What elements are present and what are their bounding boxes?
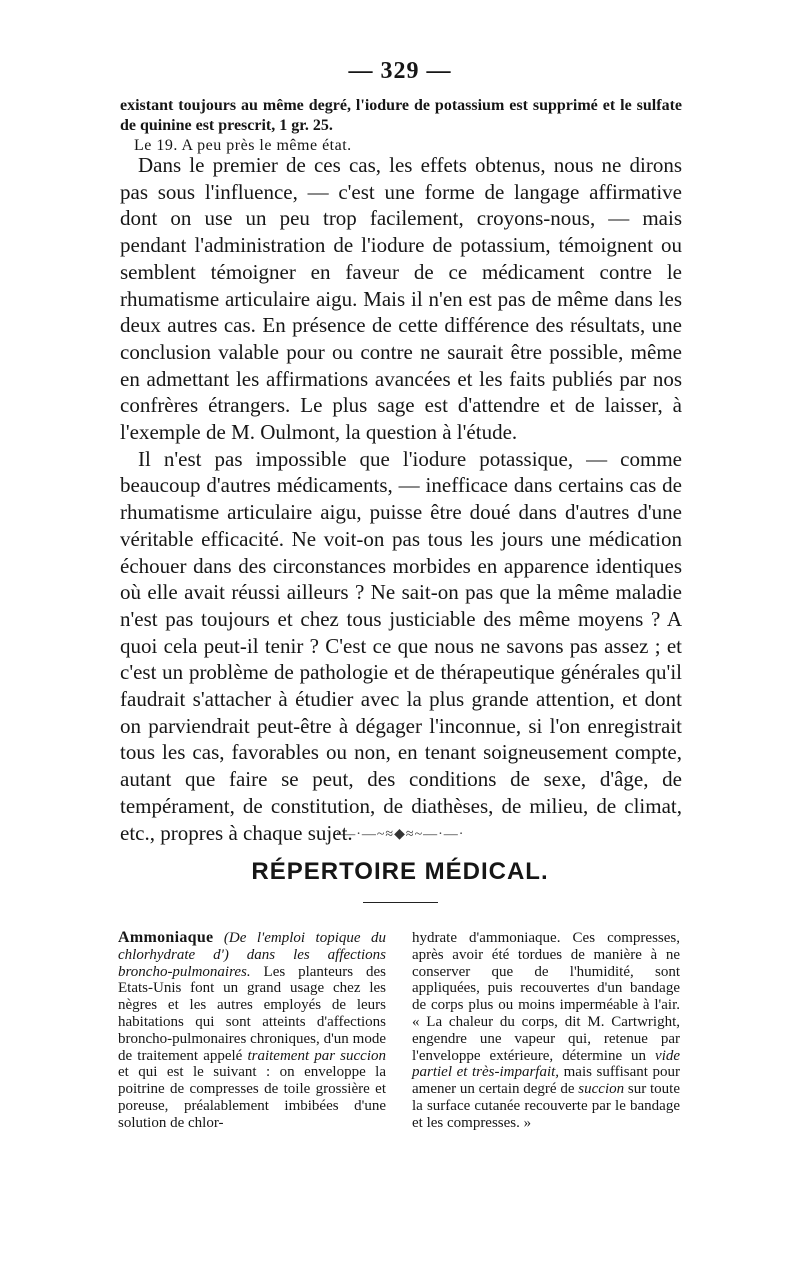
entry-text: mais suffisant pour amener un certain degré de [412,1064,680,1098]
entry-text: et qui est le suivant : on enveloppe la poitrine de compresses de toile grossière et poreuse, préalablement imbibées d'une solution de chlor- [118,1064,386,1131]
paragraph: Il n'est pas impossible que l'iodure potassique, — comme beaucoup d'autres médicaments, — inefficace dans certains cas de rhumatisme articulaire aigu, puisse être doué dans d'autres d'une véritable efficacité. Ne voit-on pas tous les jours une médication échouer dans des circonstances morbides en apparence identiques où elle avait réussi ailleurs ? Ne sait-on pas que la même maladie n'est pas toujours et chez tous justiciable des même moyens ? A quoi cela peut-il tenir ? C'est ce que nous ne savons pas assez ; et c'est un problème de pathologie et de thérapeutique générales qu'il faudrait s'attacher à étudier avec la plus grande attention, et dont on parviendrait peut-être à dégager l'inconnue, si l'on enregistrait tous les cas, favorables ou non, en tenant soigneusement compte, autant que faire se peut, des conditions de sexe, d'âge, de tempérament, de constitution, de diathèses, de milieu, de climat, etc., propres à chaque sujet. [120,446,682,845]
title-rule [363,902,438,903]
left-column [118,930,386,1132]
entry-italic: succion [578,1081,625,1098]
section-title: RÉPERTOIRE MÉDICAL. [251,858,549,885]
entry-subtitle: (De l'emploi topique du chlorhydrate d') dans les affections broncho-pulmonaires. [118,930,386,980]
case-notes [120,96,682,156]
page-number: — 329 — [348,58,452,84]
entry-italic: traitement par succion [247,1047,387,1064]
case-note-line: existant toujours au même degré, l'iodure de potassium est supprimé et le sulfate de quinine est prescrit, 1 gr. 25. [120,97,682,134]
case-note-line: Le 19. A peu près le même état. [134,137,352,154]
entry-italic: vide partiel et très-imparfait, [412,1047,681,1081]
entry-text: Les planteurs des Etats-Unis font un grand usage chez les nègres et les autres employés de leurs habitations qui sont atteints d'affections broncho-pulmonaires chroniques, d'un mode de traitement appelé [118,963,386,1064]
main-text [120,152,682,846]
right-column [412,930,680,1132]
entry-paragraph [412,930,680,1132]
ornamental-divider: ·—·—~≈◆≈~—·—· [335,827,465,842]
entry-text: hydrate d'ammoniaque. Ces compresses, après avoir été tordues de manière à ne conserver que de l'humidité, sont appliquées, puis recouvertes d'un bandage de corps plus ou moins imperméable à l'air. « La chaleur du corps, dit M. Cartwright, engendre une vapeur qui, retenue par l'enveloppe extérieure, détermine un [412,930,680,1064]
entry-text: sur toute la surface cutanée recouverte par le bandage et les compresses. » [412,1081,681,1131]
paragraph: Dans le premier de ces cas, les effets obtenus, nous ne dirons pas sous l'influence, — c'est une forme de langage affirmative dont on use un peu trop facilement, croyons-nous, — mais pendant l'administration de l'iodure de potassium, témoignent ou semblent témoigner en faveur de ce médicament contre le rhumatisme articulaire aigu. Mais il n'en est pas de même dans les deux autres cas. En présence de cette différence des résultats, une conclusion valable pour ou contre ne saurait être possible, même en admettant les affirmations avancées et les faits publiés par nos confrères étrangers. Le plus sage est d'attendre et de laisser, à l'exemple de M. Oulmont, la question à l'étude. [120,153,682,445]
entry-paragraph [118,930,386,1132]
entry-term: Ammoniaque [118,929,214,946]
